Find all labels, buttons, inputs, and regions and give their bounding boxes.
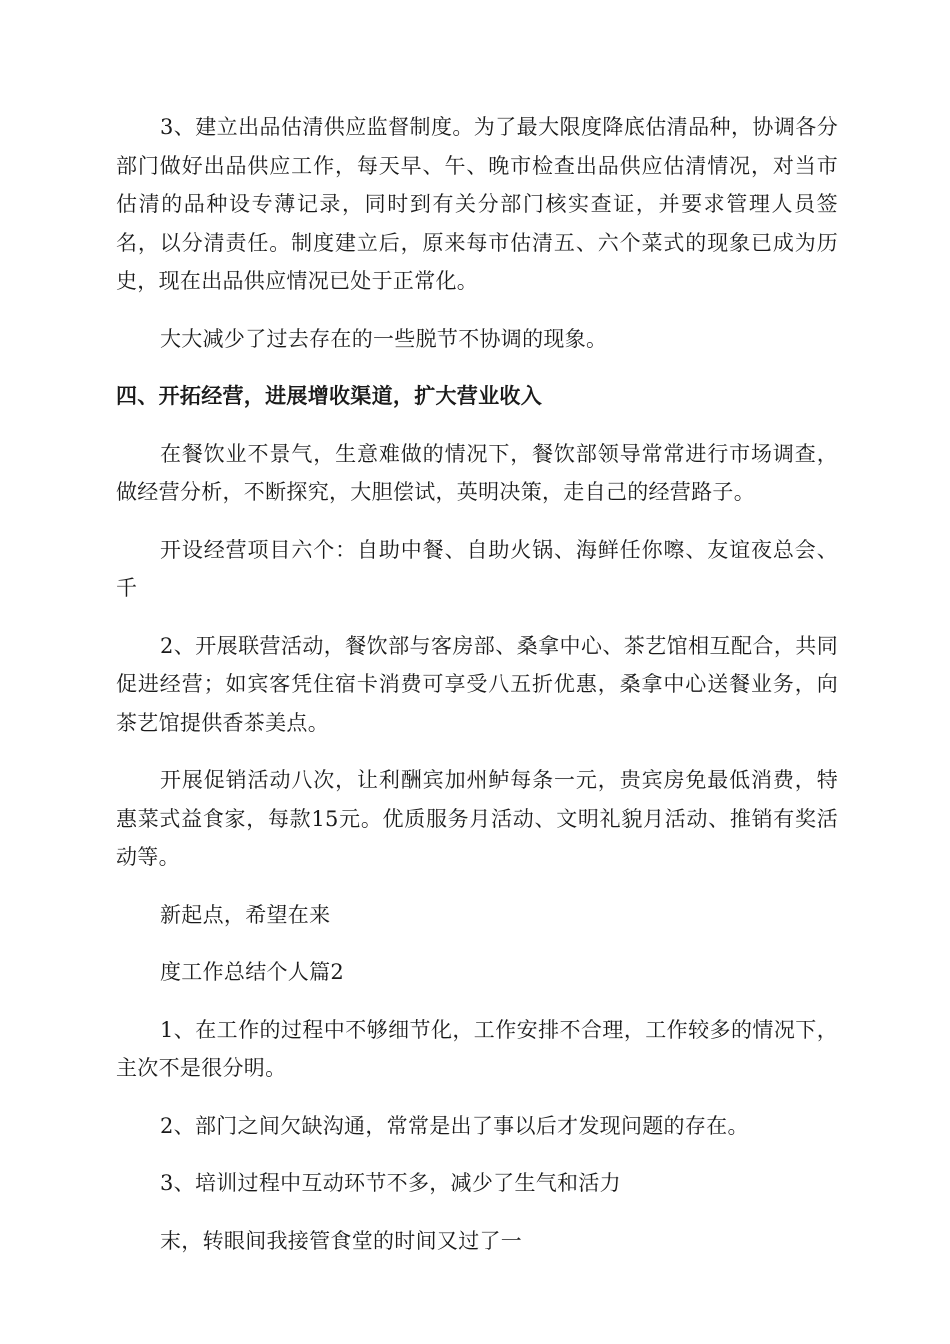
section-heading-expand-business: 四、开拓经营，进展增收渠道，扩大营业收入 [116,384,542,408]
paragraph-supply-supervision: 3、建立出品估清供应监督制度。为了最大限度降底估清品种，协调各分部门做好出品供应工作，每天早、午、晚市检查出品供应估清情况，对当市估清的品种设专薄记录，同时到有关分部门核实查证，并要求管理人员签名，以分清责任。制度建立后，原来每市估清五、六个菜式的现象已成为历史，现在出品供应情况已处于正常化。 [116,115,838,293]
paragraph-promotions: 开展促销活动八次，让利酬宾加州鲈每条一元，贵宾房免最低消费，特惠菜式益食家，每款15元。优质服务月活动、文明礼貌月活动、推销有奖活动等。 [116,768,838,869]
paragraph-new-start: 新起点，希望在来 [160,902,331,927]
paragraph-market-research: 在餐饮业不景气，生意难做的情况下，餐饮部领导常常进行市场调查，做经营分析，不断探究，大胆偿试，英明决策，走自己的经营路子。 [116,441,838,504]
document-body [116,108,838,1279]
paragraph-joint-operations: 2、开展联营活动，餐饮部与客房部、桑拿中心、茶艺馆相互配合，共同促进经营；如宾客凭住宿卡消费可享受八五折优惠，桑拿中心送餐业务，向茶艺馆提供香茶美点。 [116,633,838,735]
paragraph-year-end: 末，转眼间我接管食堂的时间又过了一 [160,1228,523,1253]
paragraph-issue-communication: 2、部门之间欠缺沟通，常常是出了事以后才发现问题的存在。 [160,1113,749,1138]
paragraph-issue-detail: 1、在工作的过程中不够细节化，工作安排不合理，工作较多的情况下，主次不是很分明。 [116,1017,838,1080]
paragraph-issue-training: 3、培训过程中互动环节不多，减少了生气和活力 [160,1171,621,1195]
paragraph-reduced-disconnect: 大大减少了过去存在的一些脱节不协调的现象。 [160,326,608,351]
paragraph-summary-title-2: 度工作总结个人篇2 [160,960,345,984]
paragraph-new-projects: 开设经营项目六个：自助中餐、自助火锅、海鲜任你嚓、友谊夜总会、千 [116,537,838,600]
